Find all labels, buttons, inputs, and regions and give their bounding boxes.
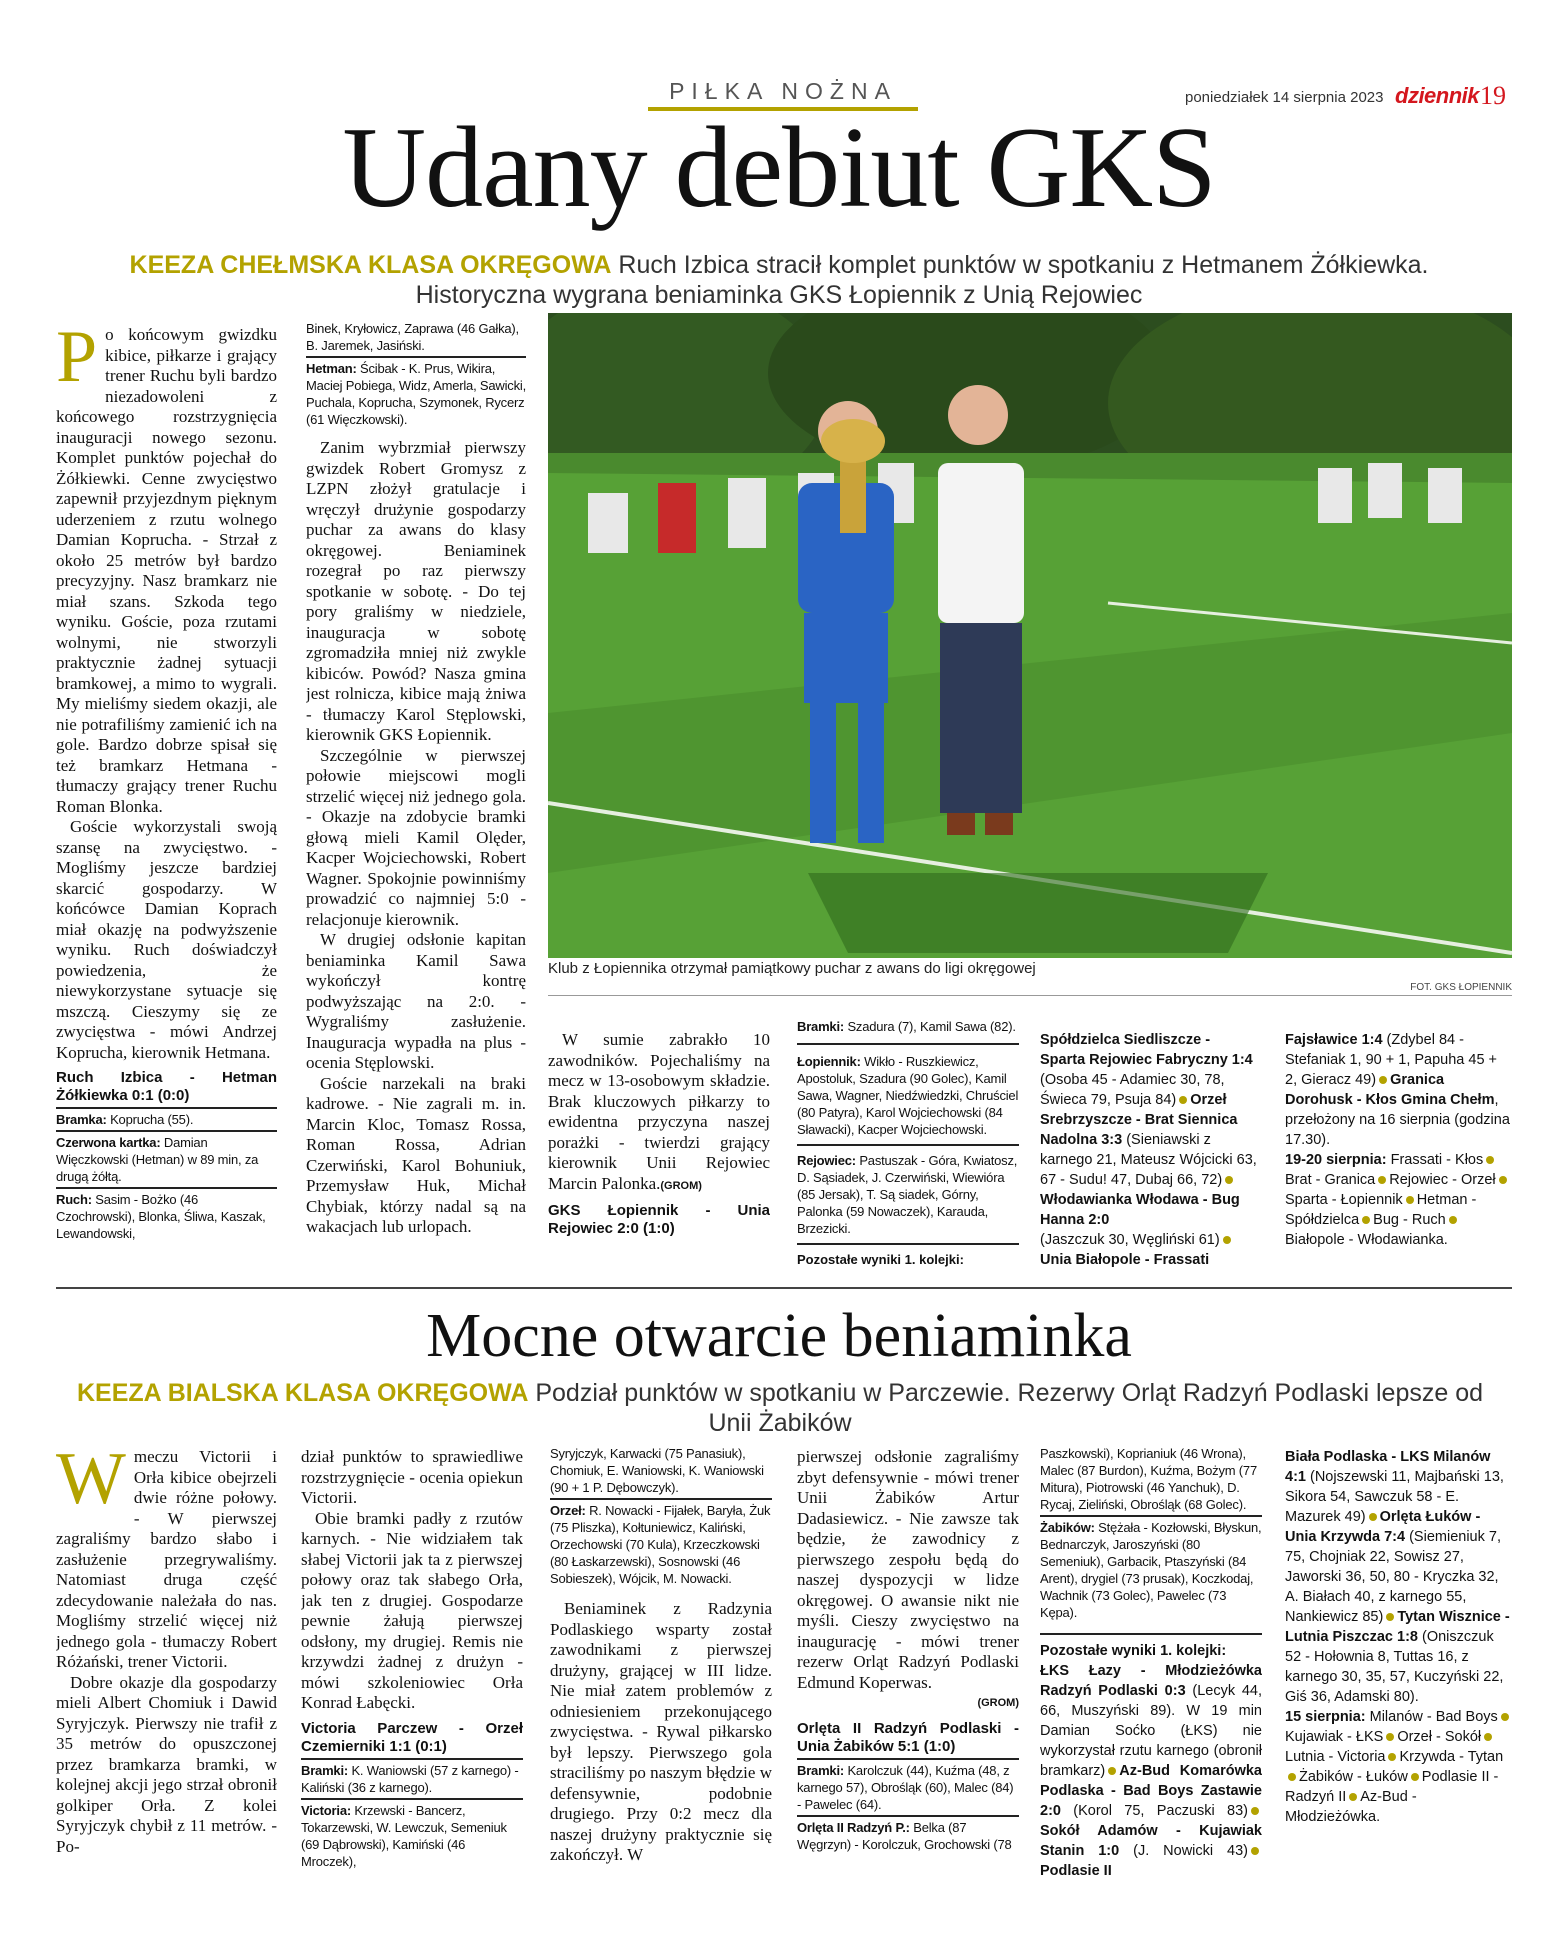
match2-title: GKS Łopiennik - Unia Rejowiec 2:0 (1:0) bbox=[548, 1202, 770, 1237]
article2-col1-p2: Dobre okazje dla gospodarzy mieli Albert Chomiuk i Dawid Syryjczyk. Pierwszy nie trafił z 35 metrów do opuszczonej przez bramkarza bramki, w kolejnej akcji jego strzał obronił golkiper Orła. Z kolei Syryjczyk chybił z 11 metrów. - Po- bbox=[56, 1672, 277, 1856]
match-photo bbox=[548, 313, 1512, 958]
article2-lead bbox=[60, 1378, 1500, 1438]
a2-match2-orleta-lineup: Orlęta II Radzyń P.: Belka (87 Węgrzyn) - Korolczuk, Grochowski (78 bbox=[797, 1815, 1019, 1853]
a2-match2-title: Orlęta II Radzyń Podlaski - Unia Żabików 5:1 (1:0) bbox=[797, 1719, 1019, 1755]
article2-col4-p1: pierwszej odsłonie zagraliśmy zbyt defensywnie - mówi trener Unii Żabików Artur Dadasiewicz. - Nie zawsze tak będzie, że zawodnicy z pierwszego zespołu będą do naszej dyspozycji w lidze okręgowej. O awansie nikt nie myśli. Cieszy zwycięstwo na inaugurację - mówi trener rezerw Orląt Radzyń Podlaski Edmund Koperwas. bbox=[797, 1447, 1019, 1692]
a2-match2-goals: Bramki: Karolczuk (44), Kuźma (48, z karnego 57), Obrośląk (60), Malec (84) - Pawelec (64). bbox=[797, 1758, 1019, 1813]
article1-col1-p1: o końcowym gwizdku kibice, piłkarze i grający trener Ruchu byli bardzo niezadowoleni z końcowego rozstrzygnięcia inauguracji nowego sezonu. Komplet punktów pojechał do Żółkiewki. Cenne zwycięstwo zapewnił przyjezdnym pięknym uderzeniem z rzutu wolnego Damian Koprucha. - Strzał z około 25 metrów był bardzo precyzyjny. Nasz bramkarz nie miał szans. Szkoda tego wyniku. Goście, poza rzutami wolnymi, nie stworzyli praktycznie żadnej sytuacji bramkowej, a mimo to wygrali. My mieliśmy siedem okazji, ale nie potrafiliśmy zamienić ich na gole. Bardzo dobrze spisał się też bramkarz Hetmana - tłumaczy grający trener Ruchu Roman Blonka. bbox=[56, 325, 277, 816]
photo-caption: Klub z Łopiennika otrzymał pamiątkowy puchar z awans do ligi okręgowej bbox=[548, 960, 1036, 977]
caption-rule bbox=[548, 995, 1512, 996]
article1-kicker: KEEZA CHEŁMSKA KLASA OKRĘGOWA bbox=[129, 251, 612, 279]
results-heading: Pozostałe wyniki 1. kolejki: bbox=[797, 1243, 1019, 1269]
match2-lopiennik-lineup: Łopiennik: Wikło - Ruszkiewicz, Apostoluk, Szadura (90 Golec), Kamil Sawa, Wagner, Niedźwiedzki, Chruściel (80 Patyra), Karol Wojciechowski (84 Sławacki), Kacper Wojciechowski. bbox=[797, 1043, 1019, 1138]
article1-column-4 bbox=[797, 1018, 1019, 1280]
article1-lead-line1: Ruch Izbica stracił komplet punktów w spotkaniu z Hetmanem Żółkiewka. bbox=[618, 251, 1429, 279]
article2-lead-line2: Unii Żabików bbox=[708, 1409, 852, 1437]
article2-results-column-1: Pozostałe wyniki 1. kolejki: ŁKS Łazy - Młodzieżówka Radzyń Podlaski 0:3 (Lecyk 44, 66, Muszyński 89). W 19 min Damian Soćko (ŁKS) nie wykorzystał rzutu karnego (obronił bramkarz) Az-Bud Komarówka Podlaska - Bad Boys Zastawie 2:0 (Korol 75, Paczuski 83)Sokół Adamów - Kujawiak Stanin 1:0 (J. Nowicki 43)Podlasie II bbox=[1040, 1633, 1262, 1881]
a2-match1-victoria-lineup-cont: Syryjczyk, Karwacki (75 Panasiuk), Chomiuk, E. Waniowski, K. Waniowski (90 + 1 P. Dębowczyk). bbox=[550, 1446, 764, 1495]
article2-col4-grom: (GROM) bbox=[977, 1697, 1019, 1709]
article1-col2-p1: Zanim wybrzmiał pierwszy gwizdek Robert Gromysz z LZPN złożył gratulacje i wręczył drużynie gospodarzy puchar za awans do klasy okręgowej. Beniaminek rozegrał po raz pierwszy spotkanie w sobotę. - Do tej pory graliśmy w niedziele, inauguracja w sobotę zgromadziła mniej niż zwykle kibiców. Powód? Nasza gmina jest rolnicza, kibice mają żniwa - tłumaczy Karol Stęplowski, kierownik GKS Łopiennik. bbox=[306, 438, 526, 744]
result-1: Spółdzielca Siedliszcze - Sparta Rejowiec Fabryczny 1:4 (Osoba 45 - Adamiec 30, 78, Świeca 79, Psuja 84) Orzeł Srebrzyszcze - Brat Siennica Nadolna 3:3 (Sieniawski z karnego 21, Mateusz Wójcicki 63, 67 - Sudu! 47, Dubaj 66, 72)Włodawianka Włodawa - Bug Hanna 2:0 bbox=[1040, 1032, 1257, 1228]
match1-hetman-lineup: Hetman: Ścibak - K. Prus, Wikira, Maciej Pobiega, Widz, Amerla, Sawicki, Puchala, Koprucha, Szymonek, Rycerz (61 Więczkowski). bbox=[306, 356, 526, 428]
match1-ruch-lineup-cont: Binek, Kryłowicz, Zaprawa (46 Gałka), B. Jaremek, Jasiński. bbox=[306, 321, 519, 353]
article1-col2-p4: Goście narzekali na braki kadrowe. - Nie zagrali m. in. Marcin Kloc, Tomasz Rossa, Roman Rossa, Adrian Czerwiński, Karol Bohuniuk, Przemysław Huk, Michał Chybiak, którzy nadal są na wakacjach lub urlopach. bbox=[306, 1073, 526, 1236]
drop-cap-2: W bbox=[56, 1447, 126, 1520]
issue-date: poniedziałek 14 sierpnia 2023 bbox=[1185, 89, 1384, 106]
article1-col2-p3: W drugiej odsłonie kapitan beniaminka Kamil Sawa wykończył kontrę podwyższając na 2:0. - Wygraliśmy zasłużenie. Inauguracja wypadła na plus - ocenia Stęplowski. bbox=[306, 930, 526, 1072]
match2-goals: Bramki: Szadura (7), Kamil Sawa (82). bbox=[797, 1019, 1016, 1034]
article2-column-4 bbox=[797, 1447, 1019, 1927]
article1-headline: Udany debiut GKS bbox=[342, 104, 1216, 232]
drop-cap: P bbox=[56, 325, 98, 398]
section-label: PIŁKA NOŻNA bbox=[669, 78, 897, 104]
match1-red-card: Czerwona kartka: Damian Więczkowski (Hetman) w 89 min, za drugą żółtą. bbox=[56, 1130, 277, 1185]
match1-goals: Bramka: Koprucha (55). bbox=[56, 1107, 277, 1128]
a2-match1-victoria-lineup: Victoria: Krzewski - Bancerz, Tokarzewski, W. Lewczuk, Semeniuk (69 Dąbrowski), Kamiński (46 Mroczek), bbox=[301, 1798, 523, 1870]
photo-credit: FOT. GKS ŁOPIENNIK bbox=[1410, 982, 1512, 993]
page-number: 19 bbox=[1480, 81, 1506, 110]
brand-logo: dziennik bbox=[1395, 83, 1480, 108]
a2-match2-orleta-lineup-cont: Paszkowski), Koprianiuk (46 Wrona), Malec (87 Burdon), Kuźma, Bożym (77 Mitura), Piotrowski (46 Yanchuk), D. Rycaj, Zieliński, Obrośląk (68 Golec). bbox=[1040, 1446, 1257, 1512]
article1-column-1 bbox=[56, 325, 277, 1283]
article2-col1-p1: meczu Victorii i Orła kibice obejrzeli dwie różne połowy. - W pierwszej zagraliśmy bardzo słabo i zasłużenie przegrywaliśmy. Natomiast druga część zdecydowanie należała do nas. Mogliśmy strzelić więcej niż jednego gola - tłumaczy Robert Różański, trener Victorii. bbox=[56, 1447, 277, 1671]
article2-results-column-2: Biała Podlaska - LKS Milanów 4:1 (Nojszewski 11, Majbański 13, Sikora 54, Sawczuk 58 - E. Mazurek 49) Orlęta Łuków - Unia Krzywda 7:4 (Siemieniuk 7, 75, Chojniak 22, Sowisz 27, Jaworski 36, 50, 80 - Kryczka 32, A. Białach 40, z karnego 55, Nankiewicz 85) Tytan Wisznice - Lutnia Piszczac 1:8 (Oniszczuk 52 - Hołownia 8, Tuttas 16, z karnego 30, 35, 57, Kuczyński 22, Giś 36, Adamski 80). 15 sierpnia: Milanów - Bad BoysKujawiak - ŁKS Orzeł - SokółLutnia - Victoria Krzywda - TytanŻabików - Łuków Podlasie II - Radzyń II Az-Bud - Młodzieżówka. bbox=[1285, 1449, 1510, 1825]
article1-results-column-1 bbox=[1040, 1030, 1258, 1280]
article2-col2-p1: dział punktów to sprawiedliwe rozstrzygnięcie - ocenia opiekun Victorii. bbox=[301, 1447, 523, 1507]
article2-col3-p1: Beniaminek z Radzynia Podlaskiego wsparty został zawodnikami z pierwszej drużyny, grającej w III lidze. Nie miał zatem problemów z odniesieniem przekonującego zwycięstwa. - Rywal piłkarsko był lepszy. Pierwszego gola straciliśmy po naszym błędzie w defensywnie, podobnie drugiego. Przy 0:2 mecz dla naszej drużyny praktycznie się zakończył. W bbox=[550, 1599, 772, 1864]
article2-column-1 bbox=[56, 1447, 277, 1927]
article2-column-5 bbox=[1040, 1445, 1262, 1927]
article1-col3-p1: W sumie zabrakło 10 zawodników. Pojechaliśmy na mecz w 13-osobowym składzie. Brak kluczowych piłkarzy to ewidentna przyczyna naszej porażki - twierdzi grający kierownik Unii Rejowiec Marcin Palonka. bbox=[548, 1030, 770, 1193]
article2-column-2 bbox=[301, 1447, 523, 1927]
article2-column-3 bbox=[550, 1445, 772, 1927]
result-2: (Jaszczuk 30, Węgliński 61)Unia Białopole - Frassati bbox=[1040, 1230, 1258, 1270]
match1-ruch-lineup: Ruch: Sasim - Bożko (46 Czochrowski), Blonka, Śliwa, Kaszak, Lewandowski, bbox=[56, 1187, 277, 1242]
article1-col3-grom: (GROM) bbox=[660, 1179, 702, 1192]
article2-headline: Mocne otwarcie beniaminka bbox=[426, 1302, 1132, 1370]
a2-match1-title: Victoria Parczew - Orzeł Czemierniki 1:1 (0:1) bbox=[301, 1719, 523, 1755]
article2-lead-line1: Podział punktów w spotkaniu w Parczewie. Rezerwy Orląt Radzyń Podlaski lepsze od bbox=[535, 1379, 1483, 1407]
a2-match1-orzel-lineup: Orzeł: R. Nowacki - Fijałek, Baryła, Żuk (75 Pliszka), Kołtuniewicz, Kaliński, Orzechowski (70 Kula), Krzeczkowski (80 Łaskarzewski), Sosnowski (46 Sobieszek), Wójcik, M. Nowacki. bbox=[550, 1498, 772, 1587]
article2-col2-p2: Obie bramki padły z rzutów karnych. - Nie widziałem tak słabej Victorii jak ta z pierwszej połowy oraz tak słabego Orła, jak ten z drugiej. Gospodarze pewnie żałują pierwszej odsłony, my drugiej. Remis nie krzywdzi żadnej z drużyn - mówi szkoleniowiec Orła Konrad Łabęcki. bbox=[301, 1508, 523, 1712]
photo-illustration bbox=[548, 313, 1512, 958]
article1-column-3 bbox=[548, 1030, 770, 1280]
a2-match1-goals: Bramki: K. Waniowski (57 z karnego) - Kaliński (36 z karnego). bbox=[301, 1758, 523, 1796]
article1-lead bbox=[0, 250, 1558, 310]
match1-title: Ruch Izbica - Hetman Żółkiewka 0:1 (0:0) bbox=[56, 1069, 277, 1104]
article-divider bbox=[56, 1287, 1512, 1289]
a2-match2-zabikow-lineup: Żabików: Stężała - Kozłowski, Błyskun, Bednarczyk, Jaroszyński (80 Semeniuk), Garbacik, Ptaszyński (84 Arent), drygiel (73 prusak), Koczkodaj, Wachnik (73 Golec), Pawelec (73 Kępa). bbox=[1040, 1515, 1262, 1621]
article1-lead-line2: Historyczna wygrana beniaminka GKS Łopiennik z Unią Rejowiec bbox=[415, 281, 1143, 309]
article1-col2-p2: Szczególnie w pierwszej połowie miejscowi mogli strzelić więcej niż jednego gola. - Okazje na zdobycie bramki głową mieli Kamil Olęder, Kacper Wojciechowski, Robert Wagner. Spokojnie powinniśmy prowadzić co najmniej 5:0 - relacjonuje kierownik. bbox=[306, 745, 526, 929]
article2-kicker: KEEZA BIALSKA KLASA OKRĘGOWA bbox=[76, 1379, 529, 1407]
article1-results-column-2: Fajsławice 1:4 (Zdybel 84 - Stefaniak 1, 90 + 1, Papuha 45 + 2, Gieracz 49) Granica Dorohusk - Kłos Gmina Chełm, przełożony na 16 sierpnia (godzina 17.30). 19-20 sierpnia: Frassati - KłosBrat - Granica Rejowiec - OrzełSparta - Łopiennik Hetman - Spółdzielca Bug - RuchBiałopole - Włodawianka. bbox=[1285, 1032, 1510, 1248]
article1-col1-p2: Goście wykorzystali swoją szansę na zwycięstwo. - Mogliśmy jeszcze bardziej skarcić gospodarzy. W końcówce Damian Koprach miał okazję na podwyższenie wyniku. Ruch doświadczył powiedzenia, że niewykorzystane sytuacje się mszczą. Cieszymy się ze zwycięstwa - mówi Andrzej Koprucha, kierownik Hetmana. bbox=[56, 817, 277, 1062]
article1-column-2 bbox=[306, 320, 526, 1280]
match2-rejowiec-lineup: Rejowiec: Pastuszak - Góra, Kwiatosz, D. Sąsiadek, J. Czerwiński, Wiewióra (85 Jersak), T. Są siadek, Górny, Palonka (59 Nowaczek), Karauda, Brzezicki. bbox=[797, 1144, 1019, 1237]
